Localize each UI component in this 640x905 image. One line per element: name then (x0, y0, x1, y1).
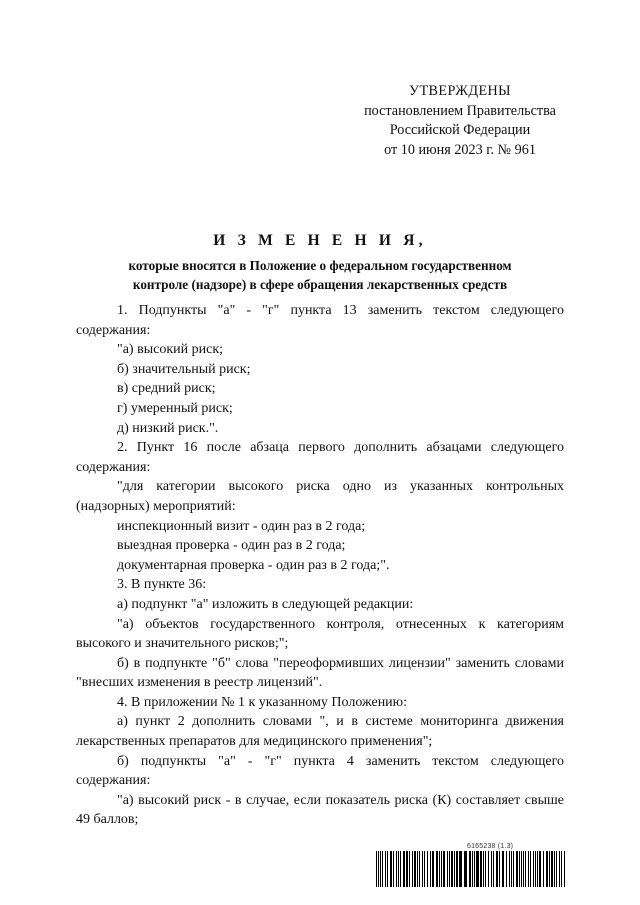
paragraph: а) подпункт "а" изложить в следующей редакции: (117, 596, 414, 612)
paragraph: инспекционный визит - один раз в 2 года; (117, 518, 366, 534)
paragraph: выездная проверка - один раз в 2 года; (117, 538, 346, 554)
paragraph: б) в подпункте "б" слова "переоформивших лицензии" заменить словами "внесших изменения в реестр лицензий". (76, 655, 564, 691)
approval-date-number-line: от 10 июня 2023 г. № 961 (384, 141, 536, 158)
approval-government-line: Российской Федерации (389, 122, 531, 138)
approval-decree-line: постановлением Правительства (364, 102, 556, 119)
document-subtitle-line: которые вносятся в Положение о федеральном государственном (128, 258, 512, 273)
paragraph: г) умеренный риск; (117, 400, 233, 416)
document-code: 6165238 (1.3) (467, 843, 514, 850)
barcode (376, 851, 565, 887)
paragraph: б) подпункты "а" - "г" пункта 4 заменить текстом следующего содержания: (76, 753, 564, 789)
document-subtitle (0, 256, 640, 294)
document-subtitle-line: контроле (надзоре) в сфере обращения лекарственных средств (132, 277, 508, 292)
paragraph: б) значительный риск; (117, 361, 251, 377)
paragraph: 1. Подпункты "а" - "г" пункта 13 заменить текстом следующего содержания: (76, 303, 564, 338)
paragraph: 4. В приложении № 1 к указанному Положению: (117, 694, 408, 710)
paragraph: д) низкий риск.". (117, 420, 219, 436)
document-body (76, 301, 564, 830)
paragraph: в) средний риск; (117, 381, 216, 397)
paragraph: 2. Пункт 16 после абзаца первого дополнить абзацами следующего содержания: (76, 440, 564, 475)
paragraph: "а) высокий риск - в случае, если показатель риска (К) составляет свыше 49 баллов; (76, 792, 564, 828)
document-title: И З М Е Н Е Н И Я, (213, 232, 427, 249)
approval-block (330, 82, 590, 160)
paragraph: документарная проверка - один раз в 2 года;". (117, 557, 390, 573)
paragraph: "а) высокий риск; (117, 342, 224, 358)
paragraph: "а) объектов государственного контроля, отнесенных к категориям высокого и значительного рисков;"; (76, 616, 564, 652)
approval-heading: УТВЕРЖДЕНЫ (409, 83, 511, 99)
paragraph: а) пункт 2 дополнить словами ", и в системе мониторинга движения лекарственных препаратов для медицинского применения"; (76, 714, 564, 750)
paragraph: "для категории высокого риска одно из указанных контрольных (надзорных) мероприятий: (76, 479, 564, 514)
paragraph: 3. В пункте 36: (117, 577, 207, 593)
